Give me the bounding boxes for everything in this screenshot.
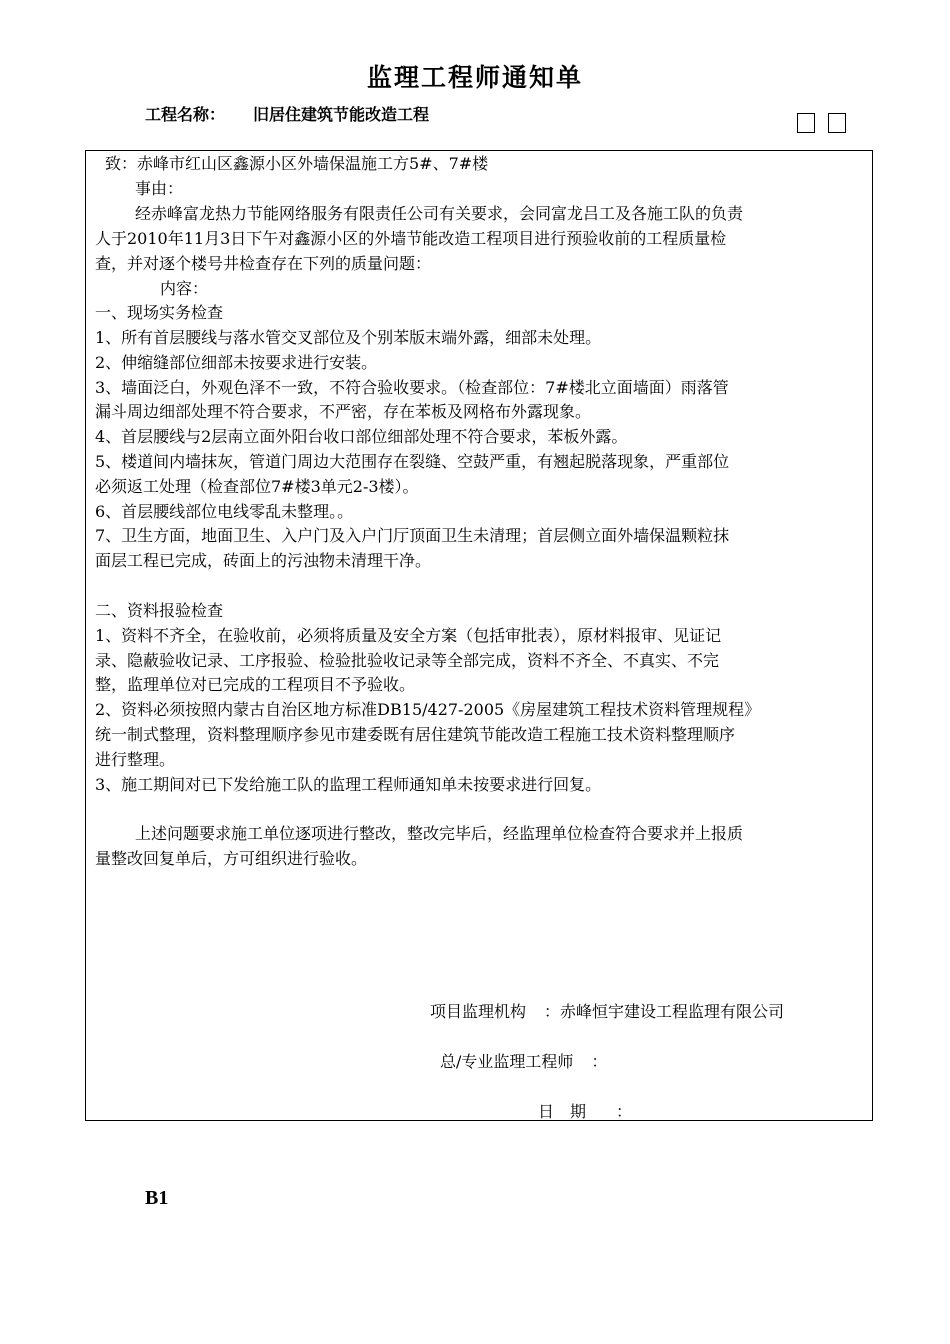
date-field — [538, 1099, 632, 1122]
engineer-value: ： — [591, 1052, 608, 1071]
project-name-label: 工程名称： — [145, 105, 226, 124]
section1-heading: 一、现场实务检查 — [95, 303, 224, 322]
section1-line: 必须返工处理（检查部位7#楼3单元2-3楼）。 — [95, 477, 419, 496]
section2-line: 2、资料必须按照内蒙古自治区地方标准DB15/427-2005《房屋建筑工程技术资料管理规程》 — [95, 700, 761, 719]
engineer-label: 总/专业监理工程师 — [440, 1052, 574, 1071]
intro-line: 经赤峰富龙热力节能网络服务有限责任公司有关要求，会同富龙吕工及各施工队的负责 — [135, 204, 744, 223]
date-label: 日 期 — [538, 1102, 587, 1121]
section2-line: 录、隐蔽验收记录、工序报验、检验批验收记录等全部完成，资料不齐全、不真实、不完 — [95, 651, 720, 670]
supervision-org-value: ：赤峰恒宇建设工程监理有限公司 — [544, 1002, 785, 1021]
supervision-org — [430, 999, 784, 1022]
form-code: B1 — [145, 1187, 169, 1209]
project-name-row — [145, 102, 429, 125]
section2-line: 统一制式整理，资料整理顺序参见市建委既有居住建筑节能改造工程施工技术资料整理顺序 — [95, 725, 736, 744]
section2-line: 整，监理单位对已完成的工程项目不予验收。 — [95, 675, 416, 694]
section2-line: 3、施工期间对已下发给施工队的监理工程师通知单未按要求进行回复。 — [95, 775, 602, 794]
section1-line: 6、首层腰线部位电线零乱未整理。。 — [95, 502, 354, 521]
reason-label: 事由： — [135, 179, 184, 198]
section2-line: 1、资料不齐全，在验收前，必须将质量及安全方案（包括审批表），原材料报审、见证记 — [95, 626, 722, 645]
supervision-org-label: 项目监理机构 — [430, 1002, 527, 1021]
conclusion-line: 上述问题要求施工单位逐项进行整改，整改完毕后，经监理单位检查符合要求并上报质 — [135, 824, 744, 843]
section1-line: 7、卫生方面，地面卫生、入户门及入户门厅顶面卫生未清理；首层侧立面外墙保温颗粒抹 — [95, 526, 730, 545]
checkbox-1[interactable] — [797, 113, 815, 133]
section1-line: 5、楼道间内墙抹灰，管道门周边大范围存在裂缝、空鼓严重，有翘起脱落现象，严重部位 — [95, 452, 730, 471]
supervising-engineer — [440, 1049, 607, 1072]
intro-line: 查，并对逐个楼号井检查存在下列的质量问题： — [95, 254, 432, 273]
section1-line: 漏斗周边细部处理不符合要求，不严密，存在苯板及网格布外露现象。 — [95, 402, 592, 421]
section1-line: 3、墙面泛白，外观色泽不一致，不符合验收要求。（检查部位：7#楼北立面墙面）雨落管 — [95, 378, 729, 397]
section1-line: 面层工程已完成，砖面上的污浊物未清理干净。 — [95, 551, 432, 570]
conclusion-line: 量整改回复单后，方可组织进行验收。 — [95, 849, 368, 868]
addressee-line: 致：赤峰市红山区鑫源小区外墙保温施工方5#、7#楼 — [105, 154, 489, 173]
section1-line: 2、伸缩缝部位细部未按要求进行安装。 — [95, 353, 378, 372]
project-name-value: 旧居住建筑节能改造工程 — [253, 105, 430, 124]
content-label: 内容： — [160, 279, 209, 298]
checkbox-2[interactable] — [828, 113, 846, 133]
section1-line: 1、所有首层腰线与落水管交叉部位及个别苯版末端外露，细部未处理。 — [95, 328, 602, 347]
date-value: ： — [616, 1102, 633, 1121]
section2-heading: 二、资料报验检查 — [95, 601, 224, 620]
intro-line: 人于2010年11月3日下午对鑫源小区的外墙节能改造工程项目进行预验收前的工程质量检 — [95, 229, 727, 248]
document-title: 监理工程师通知单 — [366, 63, 583, 92]
section1-line: 4、首层腰线与2层南立面外阳台收口部位细部处理不符合要求，苯板外露。 — [95, 427, 628, 446]
section2-line: 进行整理。 — [95, 750, 176, 769]
